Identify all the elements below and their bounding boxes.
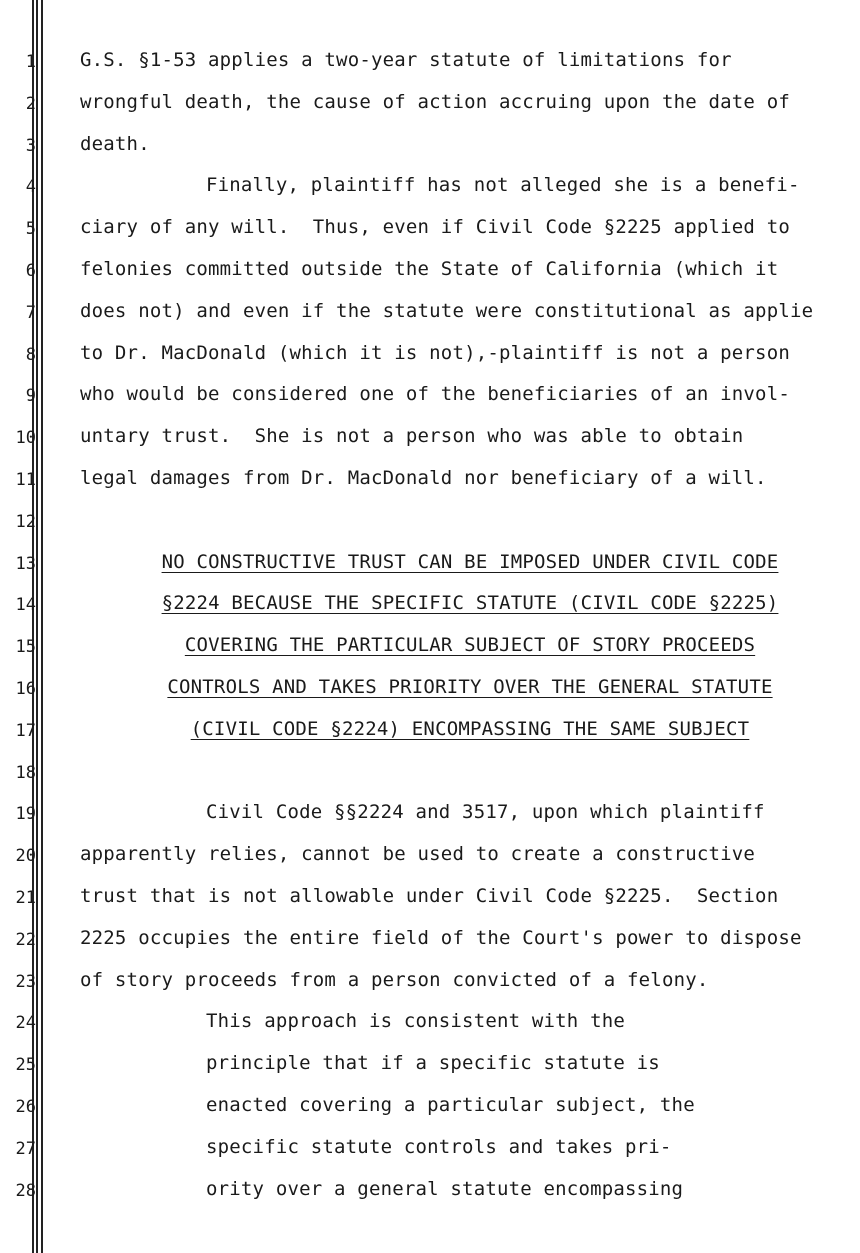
pleading-line: [0, 797, 860, 839]
line-number: 21: [15, 888, 36, 908]
pleading-line: [0, 672, 860, 714]
pleading-line: [0, 1174, 860, 1216]
body-text-line: Civil Code §§2224 and 3517, upon which plaintiff: [206, 801, 765, 824]
body-text-line: apparently relies, cannot be used to create a constructive: [80, 843, 756, 866]
pleading-line: [0, 1090, 860, 1132]
line-number: 3: [25, 135, 36, 156]
pleading-line: [0, 965, 860, 1007]
line-number: 25: [15, 1055, 36, 1076]
section-heading-line: NO CONSTRUCTIVE TRUST CAN BE IMPOSED UNDER CIVIL CODE: [161, 550, 779, 573]
pleading-line: [0, 1048, 860, 1090]
line-number: 5: [25, 219, 36, 240]
body-text-line: specific statute controls and takes pri-: [206, 1135, 672, 1158]
line-number: 1: [25, 52, 36, 72]
pleading-line: [0, 839, 860, 881]
line-number: 27: [15, 1138, 36, 1159]
pleading-line: [0, 756, 860, 798]
line-number: 8: [25, 344, 36, 365]
pleading-line: [0, 630, 860, 672]
line-number: 12: [15, 511, 36, 532]
pleading-line: [0, 923, 860, 965]
body-text-line: who would be considered one of the beneficiaries of an invol-: [80, 383, 790, 406]
line-number: 6: [25, 261, 36, 281]
body-text-line: principle that if a specific statute is: [206, 1052, 660, 1075]
body-text-line: does not) and even if the statute were constitutional as applie: [80, 299, 814, 322]
line-number: 14: [15, 595, 36, 616]
pleading-line: [0, 1006, 860, 1048]
line-number: 23: [15, 971, 36, 992]
pleading-line: [0, 714, 860, 756]
body-text-line: ority over a general statute encompassing: [206, 1177, 684, 1200]
pleading-line: [0, 170, 860, 212]
pleading-line: [0, 421, 860, 463]
body-text-line: ciary of any will. Thus, even if Civil Code §2225 applied to: [80, 216, 790, 239]
line-number: 2: [25, 93, 36, 114]
line-number: 11: [15, 470, 36, 490]
pleading-line: [0, 547, 860, 589]
body-text-line: Finally, plaintiff has not alleged she is a benefi-: [206, 174, 800, 197]
body-text-line: legal damages from Dr. MacDonald nor beneficiary of a will.: [80, 467, 767, 489]
pleading-line: [0, 45, 860, 87]
pleading-line: [0, 379, 860, 421]
pleading-line: [0, 296, 860, 338]
body-text-line: untary trust. She is not a person who was able to obtain: [80, 425, 744, 448]
section-heading-line: CONTROLS AND TAKES PRIORITY OVER THE GENERAL STATUTE: [167, 676, 773, 698]
body-text-line: wrongful death, the cause of action accruing upon the date of: [80, 90, 790, 113]
line-number: 15: [15, 637, 36, 658]
body-text-line: felonies committed outside the State of California (which it: [80, 258, 779, 280]
pleading-line: [0, 129, 860, 171]
pleading-line: [0, 463, 860, 505]
line-number: 20: [15, 846, 36, 867]
body-text-line: 2225 occupies the entire field of the Court's power to dispose: [80, 926, 802, 949]
pleading-line: [0, 212, 860, 254]
pleading-line: [0, 588, 860, 630]
body-text-line: of story proceeds from a person convicted of a felony.: [80, 968, 709, 991]
line-number: 28: [15, 1180, 36, 1201]
line-number: 16: [15, 679, 36, 699]
line-number: 10: [15, 428, 36, 449]
line-number: 9: [25, 386, 36, 407]
line-number: 13: [15, 553, 36, 574]
section-heading-line: COVERING THE PARTICULAR SUBJECT OF STORY PROCEEDS: [184, 634, 756, 657]
body-text-line: to Dr. MacDonald (which it is not),-plaintiff is not a person: [80, 341, 790, 364]
line-number: 17: [15, 720, 36, 741]
line-number: 22: [15, 929, 36, 950]
line-number: 19: [15, 804, 36, 825]
body-text-line: enacted covering a particular subject, the: [206, 1094, 695, 1116]
body-text-line: This approach is consistent with the: [206, 1010, 626, 1033]
line-number: 4: [25, 177, 36, 198]
body-text-line: trust that is not allowable under Civil Code §2225. Section: [80, 885, 779, 907]
pleading-line: [0, 505, 860, 547]
pleading-line: [0, 87, 860, 129]
pleading-line: [0, 881, 860, 923]
line-number: 24: [15, 1013, 36, 1034]
section-heading-line: (CIVIL CODE §2224) ENCOMPASSING THE SAME SUBJECT: [190, 717, 750, 740]
pleading-line: [0, 254, 860, 296]
body-text-line: death.: [80, 132, 150, 155]
line-number: 7: [25, 302, 36, 323]
line-number: 18: [15, 762, 36, 783]
pleading-line: [0, 1132, 860, 1174]
section-heading-line: §2224 BECAUSE THE SPECIFIC STATUTE (CIVIL CODE §2225): [161, 592, 779, 615]
line-number: 26: [15, 1097, 36, 1117]
body-text-line: G.S. §1-53 applies a two-year statute of limitations for: [80, 49, 732, 71]
pleading-line: [0, 338, 860, 380]
